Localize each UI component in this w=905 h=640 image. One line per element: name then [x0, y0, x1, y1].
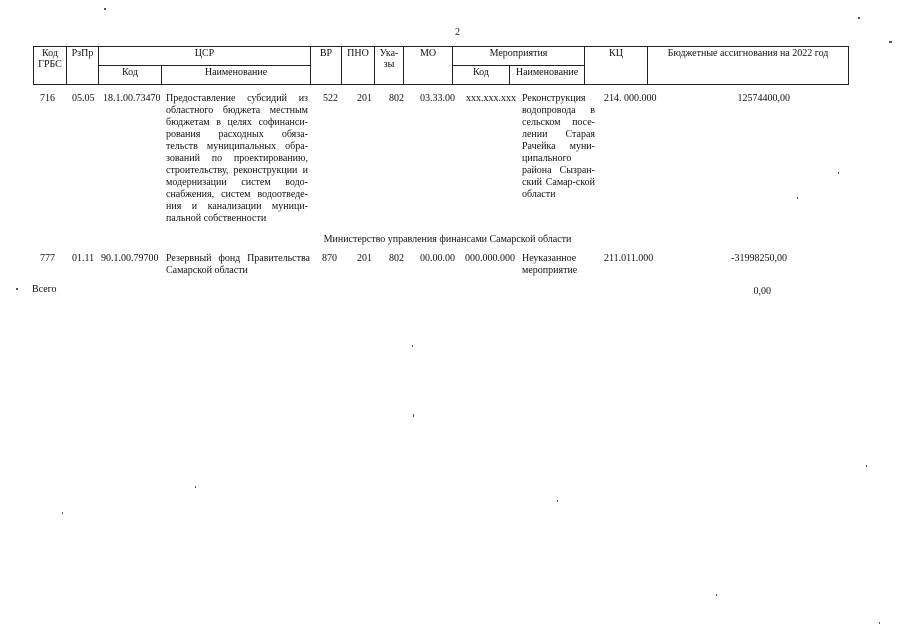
col-rzpr: РзПр: [67, 47, 99, 85]
row1-mer-name: Реконструкция водопровода в сельском посе-лении Старая Рачейка муни-ципального района Сызран-ский Самар-ской области: [522, 93, 595, 200]
row2-mer-name: Неуказанное мероприятие: [522, 253, 578, 276]
row1-grbs: 716: [40, 93, 55, 104]
row1-csr-code: 18.1.00.73470: [103, 93, 161, 104]
section-title: Министерство управления финансами Самарской области: [323, 234, 572, 245]
col-kod-grbs: Код ГРБС: [34, 47, 67, 85]
col-csr-name: Наименование: [162, 66, 311, 85]
row2-ukaz: 802: [389, 253, 404, 264]
col-vr: ВР: [311, 47, 342, 85]
col-ukazy: Ука-зы: [375, 47, 404, 85]
row2-amount: -31998250,00: [731, 253, 787, 264]
row1-ukaz: 802: [389, 93, 404, 104]
row1-amount: 12574400,00: [737, 93, 790, 104]
row1-pno: 201: [357, 93, 372, 104]
col-mer-kod: Код: [453, 66, 510, 85]
scan-speck: [557, 500, 558, 502]
scan-speck: [716, 594, 717, 596]
scan-speck: [413, 414, 414, 417]
total-label: Всего: [32, 284, 57, 295]
row2-pno: 201: [357, 253, 372, 264]
col-mer-name: Наименование: [510, 66, 585, 85]
row2-rzpr: 01.11: [72, 253, 95, 264]
scan-speck: [858, 17, 860, 19]
row2-csr-code: 90.1.00.79700: [101, 253, 159, 264]
row1-kc: 214. 000.000: [604, 93, 657, 104]
row1-rzpr: 05.05: [72, 93, 95, 104]
page-number: 2: [455, 27, 460, 38]
table-header: [33, 46, 849, 85]
scan-speck: [104, 8, 106, 10]
scan-speck: [16, 288, 18, 290]
row1-csr-name: Предоставление субсидий из областного бюджета местным бюджетам в целях софинанси-рования расходных обяза-тельств муниципальных обра-зований по проектированию, строительству, реконструкции и модернизации систем водо-снабжения, систем водоотведе-ния и канализации муници-пальной собственности: [166, 93, 308, 224]
scan-speck: [195, 486, 196, 488]
row2-kc: 211.011.000: [604, 253, 654, 264]
row2-mer-code: 000.000.000: [465, 253, 515, 264]
col-csr: ЦСР: [99, 47, 311, 66]
scan-speck: [412, 345, 413, 347]
scan-speck: [889, 41, 892, 43]
scan-speck: [797, 197, 798, 199]
col-csr-kod: Код: [99, 66, 162, 85]
row1-mo: 03.33.00: [420, 93, 455, 104]
col-kc: КЦ: [585, 47, 648, 85]
scan-speck: [838, 172, 839, 174]
scan-speck: [866, 465, 867, 467]
row2-vr: 870: [322, 253, 337, 264]
col-budget: Бюджетные ассигнования на 2022 год: [648, 47, 849, 85]
scan-speck: [62, 512, 63, 514]
col-mo: МО: [404, 47, 453, 85]
total-amount: 0,00: [753, 286, 771, 297]
row1-vr: 522: [323, 93, 338, 104]
col-meropriyatiya: Мероприятия: [453, 47, 585, 66]
row2-mo: 00.00.00: [420, 253, 455, 264]
row2-csr-name: Резервный фонд Правительства Самарской области: [166, 253, 310, 276]
col-pno: ПНО: [342, 47, 375, 85]
row1-mer-code: xxx.xxx.xxx: [466, 93, 516, 104]
scan-speck: [879, 622, 880, 624]
row2-grbs: 777: [40, 253, 55, 264]
